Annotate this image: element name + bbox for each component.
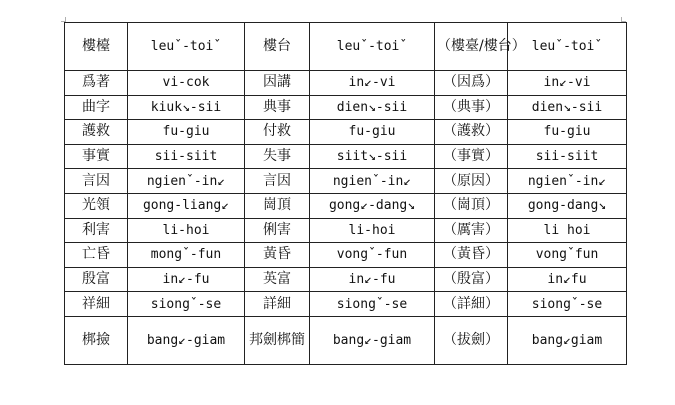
table-cell: （護救） [435,120,508,145]
table-cell: 言因 [65,169,128,194]
table-cell: siongˇ-se [508,292,627,317]
table-cell: vi-cok [128,71,245,96]
table-cell: 黃昏 [245,243,310,268]
table-cell: gong-liang↙ [128,193,245,218]
table-cell: dien↘-sii [508,95,627,120]
table-cell: gong-dang↘ [508,193,627,218]
table-cell: mongˇ-fun [128,243,245,268]
table-header-row [65,23,627,71]
table-row [65,218,627,243]
table-cell: ngienˇ-in↙ [508,169,627,194]
table-row [65,144,627,169]
table-cell: vongˇfun [508,243,627,268]
table-cell: 失事 [245,144,310,169]
table-cell: 言因 [245,169,310,194]
table-cell: 護救 [65,120,128,145]
table-row [65,292,627,317]
table-cell: 殷富 [65,267,128,292]
table-cell: li hoi [508,218,627,243]
table-cell: （事實） [435,144,508,169]
table-row [65,267,627,292]
table-cell: gong↙-dang↘ [310,193,435,218]
table-cell: 曲字 [65,95,128,120]
table-cell: 亡昏 [65,243,128,268]
table-cell: bang↙giam [508,316,627,364]
table-cell: 典事 [245,95,310,120]
table-cell: 爲著 [65,71,128,96]
table-cell: dien↘-sii [310,95,435,120]
table-cell: in↙-fu [128,267,245,292]
table-cell: siongˇ-se [310,292,435,317]
table-cell: 利害 [65,218,128,243]
table-cell: in↙-fu [310,267,435,292]
table-cell: in↙fu [508,267,627,292]
table-cell: 祥細 [65,292,128,317]
table-cell: （典事） [435,95,508,120]
table-cell: fu-giu [508,120,627,145]
table-cell: ngienˇ-in↙ [128,169,245,194]
table-row [65,316,627,364]
table-cell: 樓台 [245,23,310,71]
table-cell: sii-siit [128,144,245,169]
table-cell: siit↘-sii [310,144,435,169]
table-cell: fu-giu [310,120,435,145]
table-cell: （原因） [435,169,508,194]
table-cell: 邦劍梆簡 [245,316,310,364]
table-cell: li-hoi [310,218,435,243]
table-cell: leuˇ-toiˇ [128,23,245,71]
table-cell: 詳細 [245,292,310,317]
table-cell: 梆撿 [65,316,128,364]
table-cell: （樓臺/樓台） [435,23,508,71]
table-row [65,243,627,268]
table-cell: 俐害 [245,218,310,243]
table-cell: 光領 [65,193,128,218]
table-cell: 事實 [65,144,128,169]
table-cell: ngienˇ-in↙ [310,169,435,194]
table-row [65,169,627,194]
table-cell: （詳細） [435,292,508,317]
table-cell: kiuk↘-sii [128,95,245,120]
table-cell: （崗頂） [435,193,508,218]
table-cell: sii-siit [508,144,627,169]
table-cell: （厲害） [435,218,508,243]
table-cell: in↙-vi [310,71,435,96]
table-cell: leuˇ-toiˇ [310,23,435,71]
vocabulary-table [64,22,627,365]
table-cell: in↙-vi [508,71,627,96]
table-row [65,95,627,120]
table-cell: 崗頂 [245,193,310,218]
table-cell: leuˇ-toiˇ [508,23,627,71]
table-cell: vongˇ-fun [310,243,435,268]
table-cell: fu-giu [128,120,245,145]
table-cell: li-hoi [128,218,245,243]
table-row [65,71,627,96]
table-cell: 因講 [245,71,310,96]
table-cell: bang↙-giam [128,316,245,364]
table-cell: 付救 [245,120,310,145]
table-cell: （因爲） [435,71,508,96]
table-cell: （拔劍） [435,316,508,364]
table-cell: 樓檯 [65,23,128,71]
table-cell: siongˇ-se [128,292,245,317]
table-cell: （殷富） [435,267,508,292]
table-cell: bang↙-giam [310,316,435,364]
table-cell: 英富 [245,267,310,292]
table-cell: （黃昏） [435,243,508,268]
table-row [65,193,627,218]
table-row [65,120,627,145]
